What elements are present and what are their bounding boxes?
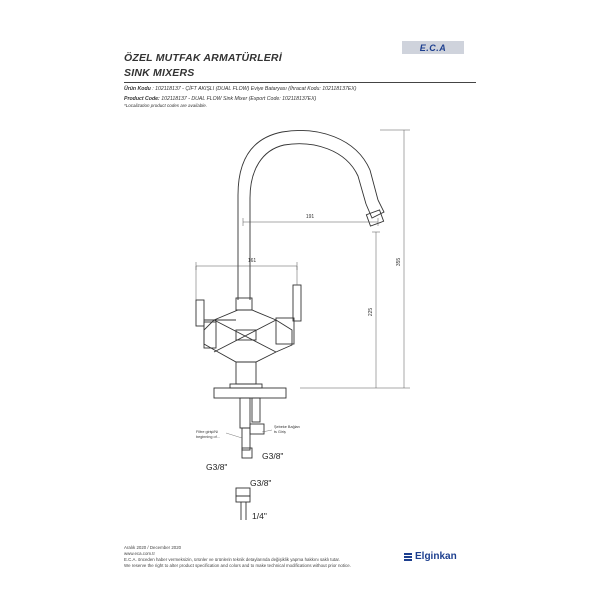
callout-leaders: [226, 430, 272, 438]
thread-g38-lower: G3/8": [250, 478, 272, 488]
dim-spout-reach: 191: [305, 214, 315, 220]
thread-g38-right: G3/8": [262, 451, 284, 461]
page-subtitle: SINK MIXERS: [124, 67, 195, 79]
dimension-lines: [196, 130, 410, 388]
left-callout-line2: beginning of...: [196, 435, 220, 439]
localization-note: *Localization product codes are available.: [124, 103, 208, 108]
footer-date: Aralık 2020 / December 2020: [124, 545, 182, 550]
dim-spout-height: 225: [368, 307, 374, 317]
elginkan-mark-icon: [404, 552, 412, 562]
brand-wordmark: E.C.A: [419, 42, 447, 53]
product-code-en-value: 102118137 - DUAL FLOW Sink Mixer (Export Code: 102118137EX): [159, 96, 317, 102]
footer-website[interactable]: www.eca.com.tr: [124, 551, 155, 556]
page-title: ÖZEL MUTFAK ARMATÜRLERİ: [124, 52, 282, 64]
elginkan-logo: [404, 551, 457, 562]
product-code-tr-value: : 102118137 - ÇİFT AKIŞLI (DUAL FLOW) Eviye Bataryası (İhracat Kodu: 102118137EX): [152, 86, 357, 92]
thread-g14: 1/4": [252, 511, 267, 521]
product-code-tr-label: Ürün Kodu: [124, 86, 151, 92]
left-callout-line1: Filtre girişi/Ni: [196, 430, 218, 434]
thread-g38-left: G3/8": [206, 462, 228, 472]
right-callout-line1: Şebeke Bağlan: [274, 425, 300, 429]
right-callout-line2: ts Giriş: [274, 430, 286, 434]
dim-total-height: 355: [396, 257, 402, 267]
elginkan-wordmark: Elginkan: [415, 551, 457, 562]
footer-notice-tr: E.C.A. önceden haber vermeksizin, ürünler ve ürünlerin teknik detaylarında değişiklik yapma hakkını saklı tutar.: [124, 557, 340, 562]
dim-body-width: 161: [247, 258, 257, 264]
footer-notice-en: We reserve the right to alter product specification and colors and to make technical modifications without prior notice.: [124, 563, 351, 568]
product-code-en-label: Product Code:: [124, 96, 160, 102]
